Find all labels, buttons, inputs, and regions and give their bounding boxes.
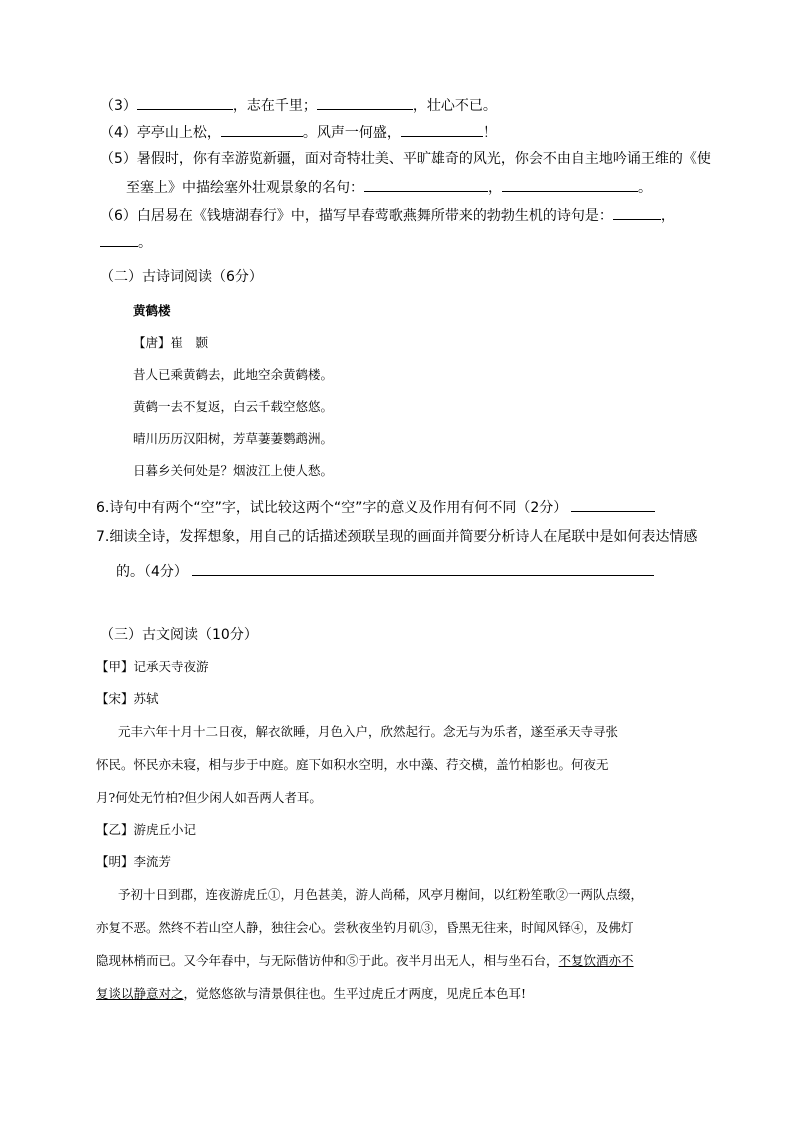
- answer-blank[interactable]: [192, 561, 654, 576]
- poem-author: 【唐】崔 颢: [133, 335, 209, 350]
- poem-line: 日暮乡关何处是？烟波江上使人愁。: [133, 463, 334, 478]
- answer-blank[interactable]: [137, 95, 233, 110]
- poem-line: 昔人已乘黄鹤去，此地空余黄鹤楼。: [133, 367, 334, 382]
- answer-blank[interactable]: [571, 497, 655, 512]
- question-3: [100, 95, 497, 115]
- answer-blank[interactable]: [502, 177, 638, 192]
- question-text: ！: [482, 125, 497, 141]
- passage-author: 【明】李流芳: [96, 854, 172, 869]
- question-7-line1: 7.细读全诗，发挥想象，用自己的话描述颈联呈现的画面并简要分析诗人在尾联中是如何表达情感: [96, 529, 698, 545]
- passage-line: [96, 952, 634, 970]
- question-text: 的。（4分）: [116, 564, 188, 580]
- question-text: 白居易在《钱塘湖春行》中，描写早春莺歌燕舞所带来的勃勃生机的诗句是：: [136, 208, 613, 224]
- question-number: （4）: [100, 125, 137, 141]
- underlined-sentence: 复谈以静意对之: [96, 986, 184, 1001]
- question-text: ，志在千里；: [232, 98, 317, 114]
- question-6-line1: [100, 205, 675, 225]
- section-heading: （二）古诗词阅读（6分）: [100, 269, 263, 285]
- passage-text: ，觉悠悠欲与清景俱往也。生平过虎丘才两度，见虎丘本色耳!: [183, 986, 527, 1001]
- answer-blank[interactable]: [221, 122, 303, 137]
- passage-title: 【甲】记承天寺夜游: [96, 659, 209, 674]
- passage-line: 予初十日到郡，连夜游虎丘①，月色甚美，游人尚稀，风亭月榭间，以红粉笙歌②一两队点缀，: [118, 887, 644, 902]
- answer-blank[interactable]: [317, 95, 413, 110]
- section-heading: （三）古文阅读（10分）: [100, 627, 258, 643]
- question-text: 至塞上》中描绘塞外壮观景象的名句：: [126, 180, 364, 196]
- passage-author: 【宋】苏轼: [96, 691, 159, 706]
- passage-line: 怀民。怀民亦未寝，相与步于中庭。庭下如积水空明，水中藻、荇交横，盖竹柏影也。何夜无: [96, 757, 609, 772]
- question-6-line2: [100, 232, 152, 252]
- question-number: （5）: [100, 151, 137, 167]
- question-5-line2: [126, 177, 652, 197]
- question-text: ，壮心不已。: [412, 98, 497, 114]
- question-5-line1: [100, 150, 711, 168]
- question-text: ，: [660, 208, 675, 224]
- question-text: 。风声一何盛，: [302, 125, 401, 141]
- poem-title: 黄鹤楼: [133, 303, 171, 318]
- passage-title: 【乙】游虎丘小记: [96, 822, 197, 837]
- question-number: （6）: [100, 208, 137, 224]
- question-text: 暑假时，你有幸游览新疆，面对奇特壮美、平旷雄奇的风光，你会不由自主地吟诵王维的《使: [136, 151, 711, 167]
- question-text: 。: [138, 235, 152, 251]
- question-number: （3）: [100, 98, 137, 114]
- answer-blank[interactable]: [613, 205, 661, 220]
- answer-blank[interactable]: [100, 232, 138, 247]
- passage-text: 隐现林梢而已。又今年春中，与无际偕访仲和⑤于此。夜半月出无人，相与坐石台，: [96, 953, 559, 968]
- question-text: ，: [488, 180, 502, 196]
- passage-line: 元丰六年十月十二日夜，解衣欲睡，月色入户，欣然起行。念无与为乐者，遂至承天寺寻张: [118, 724, 619, 739]
- passage-line: [96, 985, 526, 1003]
- underlined-sentence: 不复饮酒亦不: [558, 953, 634, 968]
- question-4: [100, 122, 497, 142]
- poem-line: 黄鹤一去不复返，白云千载空悠悠。: [133, 399, 334, 414]
- passage-line: 月?何处无竹柏?但少闲人如吾两人者耳。: [96, 790, 322, 805]
- poem-line: 晴川历历汉阳树，芳草萋萋鹦鹉洲。: [133, 431, 334, 446]
- question-6: [96, 497, 655, 517]
- question-text: 6.诗句中有两个“空”字，试比较这两个“空”字的意义及作用有何不同（2分）: [96, 500, 568, 516]
- question-text: 。: [638, 180, 652, 196]
- question-7-line2: [116, 561, 654, 581]
- answer-blank[interactable]: [401, 122, 483, 137]
- answer-blank[interactable]: [364, 177, 488, 192]
- passage-line: 亦复不恶。然终不若山空人静，独往会心。尝秋夜坐钓月矶③，昏黑无往来，时闻风铎④，及佛灯: [96, 920, 634, 935]
- question-text: 亭亭山上松，: [136, 125, 221, 141]
